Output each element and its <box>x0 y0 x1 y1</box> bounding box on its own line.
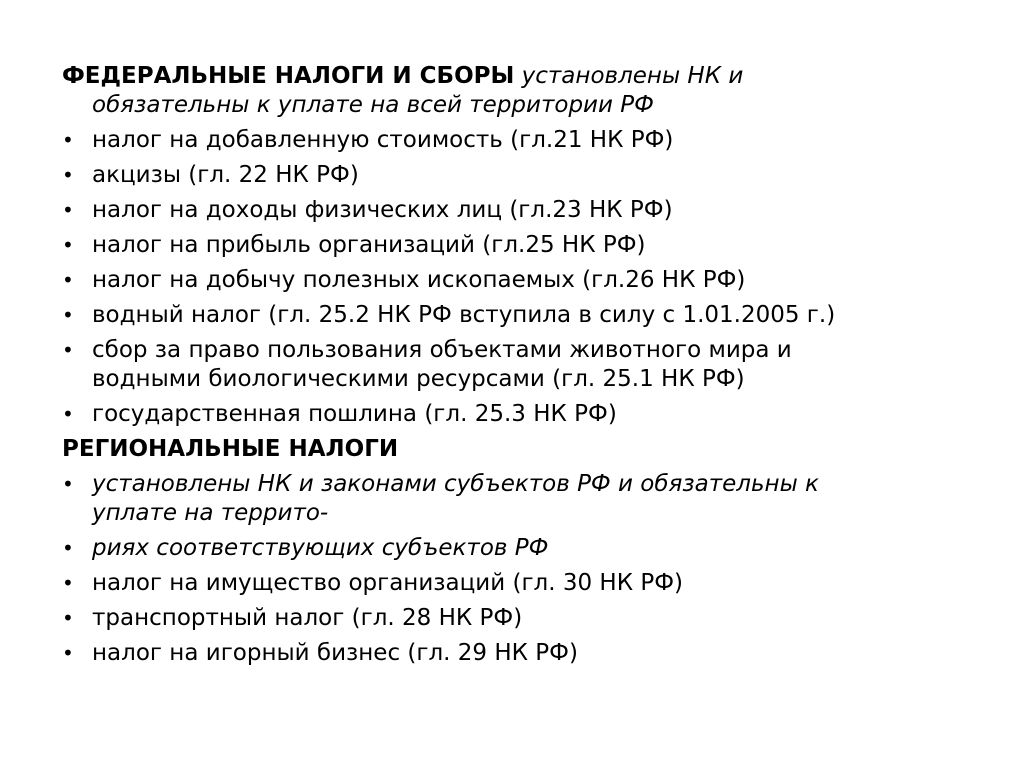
bullet-icon: • <box>62 128 74 152</box>
bullet-icon: • <box>62 198 74 222</box>
list-item <box>62 126 962 155</box>
federal-tax-list <box>62 126 962 429</box>
slide-content <box>62 62 962 674</box>
bullet-icon: • <box>62 402 74 426</box>
bullet-icon: • <box>62 641 74 665</box>
regional-title: РЕГИОНАЛЬНЫЕ НАЛОГИ <box>62 436 399 462</box>
list-item-text: государственная пошлина (гл. 25.3 НК РФ) <box>92 401 617 427</box>
list-item <box>62 196 962 225</box>
list-item <box>62 231 962 260</box>
regional-tax-list <box>62 470 962 668</box>
list-item-text: установлены НК и законами субъектов РФ и обязательны к уплате на террито- <box>92 471 819 526</box>
bullet-icon: • <box>62 606 74 630</box>
list-item-text: риях соответствующих субъектов РФ <box>92 535 549 561</box>
bullet-icon: • <box>62 268 74 292</box>
bullet-icon: • <box>62 472 74 496</box>
list-item <box>62 266 962 295</box>
bullet-icon: • <box>62 233 74 257</box>
list-item <box>62 400 962 429</box>
list-item <box>62 301 962 330</box>
list-item <box>62 336 962 394</box>
bullet-icon: • <box>62 338 74 362</box>
list-item <box>62 604 962 633</box>
bullet-icon: • <box>62 303 74 327</box>
list-item-text: сбор за право пользования объектами животного мира и водными биологическими ресурсами (гл. 25.1 НК РФ) <box>92 337 792 392</box>
list-item-text: акцизы (гл. 22 НК РФ) <box>92 162 359 188</box>
federal-title: ФЕДЕРАЛЬНЫЕ НАЛОГИ И СБОРЫ <box>62 63 515 89</box>
list-item-text: налог на добавленную стоимость (гл.21 НК РФ) <box>92 127 674 153</box>
federal-subtitle-part-2: обязательны к уплате на всей территории РФ <box>92 92 654 118</box>
federal-subtitle-part-1: установлены НК и <box>521 63 744 89</box>
list-item-text: транспортный налог (гл. 28 НК РФ) <box>92 605 523 631</box>
list-item-text: водный налог (гл. 25.2 НК РФ вступила в силу с 1.01.2005 г.) <box>92 302 836 328</box>
list-item-text: налог на имущество организаций (гл. 30 НК РФ) <box>92 570 684 596</box>
bullet-icon: • <box>62 163 74 187</box>
bullet-icon: • <box>62 571 74 595</box>
list-item-text: налог на добычу полезных ископаемых (гл.26 НК РФ) <box>92 267 746 293</box>
list-item-text: налог на прибыль организаций (гл.25 НК РФ) <box>92 232 646 258</box>
bullet-icon: • <box>62 536 74 560</box>
list-item <box>62 569 962 598</box>
list-item <box>62 639 962 668</box>
list-item <box>62 161 962 190</box>
list-item <box>62 470 962 528</box>
list-item-text: налог на доходы физических лиц (гл.23 НК РФ) <box>92 197 673 223</box>
list-item <box>62 534 962 563</box>
list-item-text: налог на игорный бизнес (гл. 29 НК РФ) <box>92 640 578 666</box>
federal-heading <box>62 62 962 120</box>
